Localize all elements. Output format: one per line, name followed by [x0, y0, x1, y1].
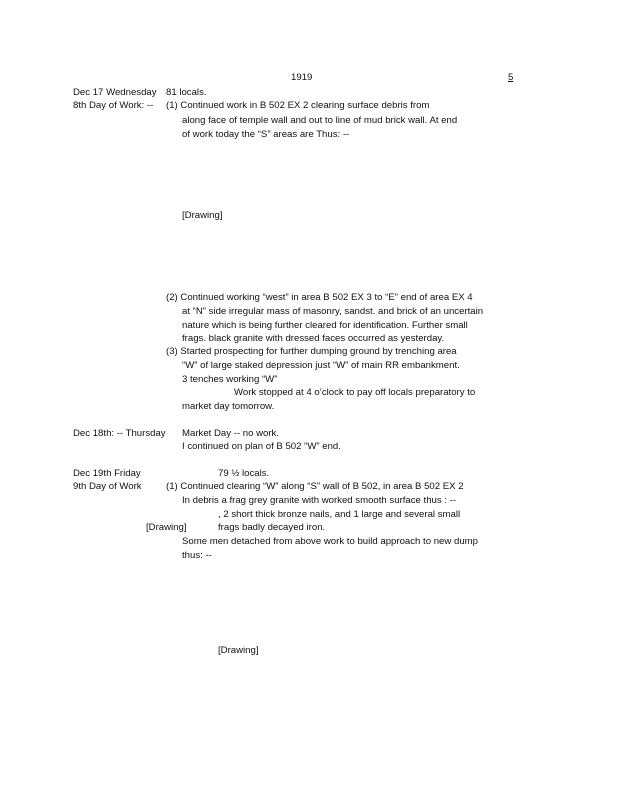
entry-line: (2) Continued working “west” in area B 502 EX 3 to “E” end of area EX 4 — [166, 292, 473, 303]
entry-line: at “N” side irregular mass of masonry, sandst. and brick of an uncertain — [182, 306, 484, 317]
drawing-placeholder: [Drawing] — [182, 210, 223, 221]
date-dec-17: Dec 17 Wednesday — [73, 87, 157, 98]
entry-line: along face of temple wall and out to line of mud brick wall. At end — [182, 115, 458, 126]
entry-line: , 2 short thick bronze nails, and 1 large and several small — [218, 509, 461, 520]
entry-line: nature which is being further cleared for identification. Further small — [182, 320, 468, 331]
locals-count: 79 ½ locals. — [218, 468, 270, 479]
locals-count: 81 locals. — [166, 87, 207, 98]
entry-line: (1) Continued work in B 502 EX 2 clearing surface debris from — [166, 100, 430, 111]
page-number: 5 — [508, 72, 514, 83]
entry-line: (3) Started prospecting for further dumping ground by trenching area — [166, 346, 457, 357]
entry-line: 3 tenches working “W” — [182, 374, 278, 385]
entry-line: Some men detached from above work to build approach to new dump — [182, 536, 478, 547]
entry-line: Market Day -- no work. — [182, 428, 280, 439]
day-of-work-label: 9th Day of Work — [73, 481, 142, 492]
date-dec-19: Dec 19th Friday — [73, 468, 141, 479]
entry-line: (1) Continued clearing “W” along “S” wall of B 502, in area B 502 EX 2 — [166, 481, 464, 492]
entry-line: “W” of large staked depression just “W” of main RR embankment. — [182, 360, 460, 371]
drawing-placeholder: [Drawing] — [146, 522, 187, 533]
entry-line: market day tomorrow. — [182, 401, 275, 412]
page-year: 1919 — [291, 72, 313, 83]
entry-line: of work today the “S” areas are Thus: -- — [182, 129, 350, 140]
entry-line: frags badly decayed iron. — [218, 522, 326, 533]
day-of-work-label: 8th Day of Work: -- — [73, 100, 154, 111]
date-dec-18: Dec 18th: -- Thursday — [73, 428, 166, 439]
entry-line: Work stopped at 4 o’clock to pay off locals preparatory to — [234, 387, 476, 398]
entry-line: In debris a frag grey granite with worked smooth surface thus : -- — [182, 495, 457, 506]
entry-line: I continued on plan of B 502 “W” end. — [182, 441, 341, 452]
entry-line: thus: -- — [182, 550, 212, 561]
entry-line: frags. black granite with dressed faces occurred as yesterday. — [182, 333, 445, 344]
drawing-placeholder: [Drawing] — [218, 645, 259, 656]
